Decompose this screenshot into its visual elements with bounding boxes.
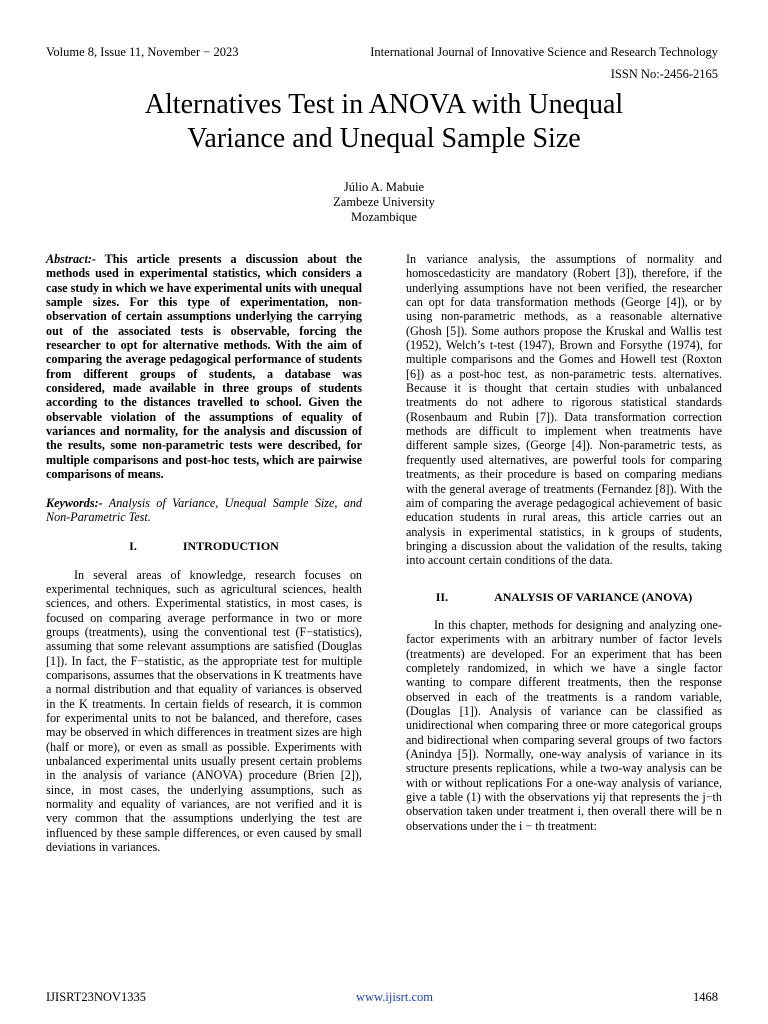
title-line-2: Variance and Unequal Sample Size [187,123,581,154]
keywords-label: Keywords:- [46,495,103,510]
section-title: INTRODUCTION [182,539,279,554]
header-issn: ISSN No:-2456-2165 [610,67,718,81]
section-title: ANALYSIS OF VARIANCE (ANOVA) [494,589,693,604]
header-journal: International Journal of Innovative Science and Research Technology [370,45,718,59]
paper-title [60,88,708,156]
section-number: II. [435,589,449,604]
section-heading-anova [406,590,722,604]
abstract-text: This article presents a discussion about the methods used in experimental statistics, which considers a case study in which we have experimental units with unequal sample sizes. For this type of experimentation, non-observation of certain assumptions underlying the carrying out of the associated tests is observable, forcing the researcher to opt for alternative methods. With the aim of comparing the average pedagogical performance of students from different groups of students, a database was considered, made available in three groups of students according to the distances travelled to school. Given the observable violation of the assumptions of equality of variances and normality, for the analysis and discussion of the results, some non-parametric tests were described, for multiple comparisons and post-hoc tests, which are pairwise comparisons of means. [46,252,362,482]
title-line-1: Alternatives Test in ANOVA with Unequal [144,89,624,120]
left-column [46,252,362,854]
footer-website-link[interactable]: www.ijisrt.com [356,990,433,1004]
author-affiliation: Zambeze University [333,195,435,209]
header-volume: Volume 8, Issue 11, November − 2023 [46,45,239,59]
anova-paragraph: In this chapter, methods for designing and analyzing one-factor experiments with an arbitrary number of factor levels (treatments) are developed. For an experiment that has been completely randomized, in which we have a single factor wanting to compare different treatments, then the response observed in each of the treatments is a random variable, (Douglas [1]). Analysis of variance can be classified as unidirectional when comparing three or more categorical groups and bidirectional when comparing several groups of two factors (Anindya [5]). Normally, one-way analysis of variance in its structure presents replications, while a two-way analysis can be with or without replications For a one-way analysis of variance, give a table (1) with the observations yij that represents the j−th observation taken under treatment i, then overall there will be n observations under the i − th treatment: [406,617,722,833]
right-column [406,252,722,833]
intro-continuation-paragraph: In variance analysis, the assumptions of normality and homoscedasticity are mandatory (Robert [3]), therefore, if the underlying assumptions have not been verified, the researcher can opt for data transformation methods (George [4]), or by using non-parametric methods, as a reasonable alternative (Ghosh [5]). Some authors propose the Kruskal and Wallis test (1952), Welch’s t-test (1947), Brown and Forsythe (1974), for multiple comparisons and the Gomes and Howell test (Roxton [6]) as a post-hoc test, as non-parametric tests. alternatives. Because it is thought that certain studies with unbalanced treatments do not adhere to rigorous statistical standards (Rosenbaum and Rubin [7]). Data transformation correction methods are difficult to implement when treatments have different sample sizes, (George [4]). Non-parametric tests, as frequently used alternatives, are powerful tools for comparing treatments, as their procedure is based on comparing medians with the general average of treatments (Fernandez [8]). With the aim of comparing the average pedagogical achievement of basic education students in rural areas, this article carries out an analysis in experimental statistics, in k groups of students, bringing a discussion about the validation of the results, taking into account certain conditions of the data. [406,252,722,568]
section-number: I. [129,539,137,554]
keywords-text: Analysis of Variance, Unequal Sample Size, and Non-Parametric Test. [46,495,362,524]
abstract [46,252,362,482]
author-country: Mozambique [351,210,417,224]
footer-paper-code: IJISRT23NOV1335 [46,990,146,1004]
footer-page-number: 1468 [693,990,718,1004]
abstract-label: Abstract:- [46,252,96,266]
author-name: Júlio A. Mabuie [343,180,425,194]
author-block [184,180,584,225]
keywords [46,496,362,525]
introduction-paragraph: In several areas of knowledge, research focuses on experimental techniques, such as agricultural sciences, health sciences, and others. Experimental statistics, in most cases, is focused on comparing average performance in two or more groups (treatments), using the conventional test (F−statistics), assuming that some relevant assumptions are satisfied (Douglas [1]). In fact, the F−statistic, as the appropriate test for multiple comparisons, assumes that the observations in K treatments have a normal distribution and that equality of variances is observed in the K treatments. In certain fields of research, it is common for experimental units to not be balanced, and therefore, cases may be observed in which differences in treatment sizes are high (half or more), or even as small as possible. Experiments with unbalanced experimental units usually present certain problems in the analysis of variance (ANOVA) procedure (Brien [2]), since, in most cases, the underlying assumptions, such as normality and equality of variances, are not verified and it is very common that the assumptions underlying the test are influenced by these sample differences, or even caused by small deviations in variances. [46,567,362,855]
section-heading-introduction [46,539,362,553]
